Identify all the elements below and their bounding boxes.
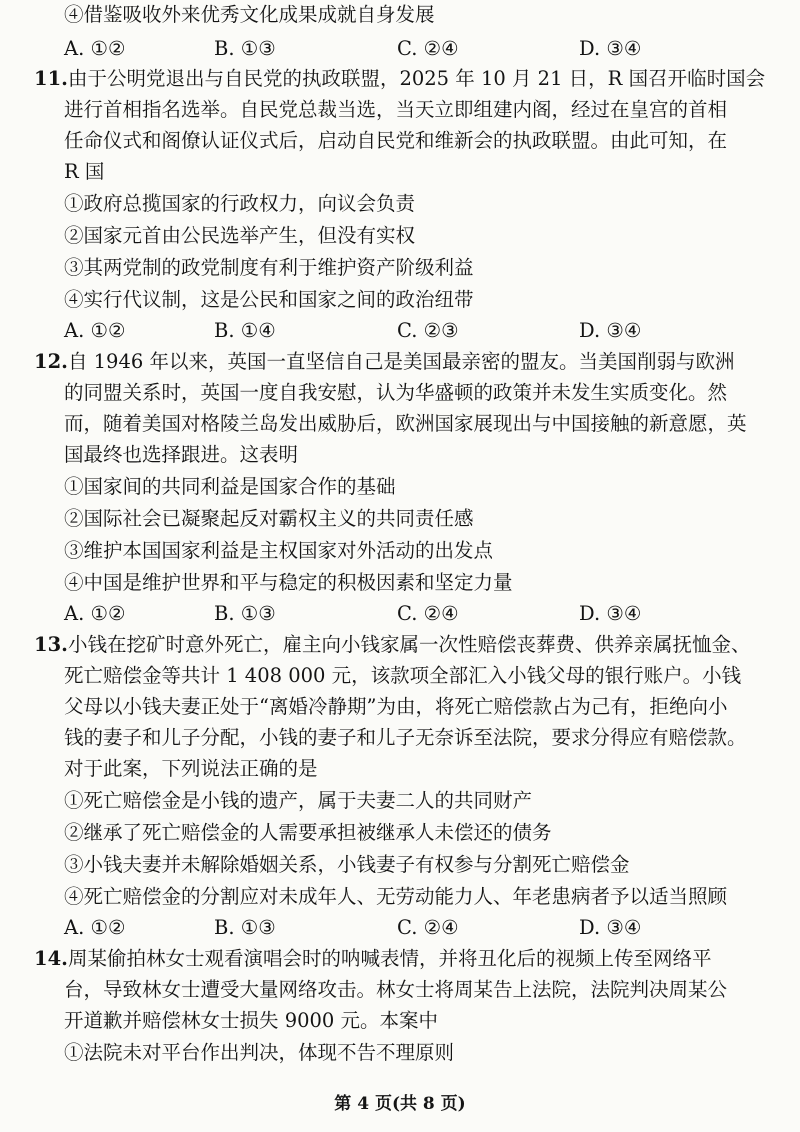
question-13-options bbox=[64, 915, 784, 941]
question-12-line-3: 而，随着美国对格陵兰岛发出威胁后，欧洲国家展现出与中国接触的新意愿，英 bbox=[64, 412, 747, 435]
statement-item: ①死亡赔偿金是小钱的遗产，属于夫妻二人的共同财产 bbox=[64, 789, 533, 812]
statement-item: ②国家元首由公民选举产生，但没有实权 bbox=[64, 224, 416, 247]
question-13-line-2: 死亡赔偿金等共计 1 408 000 元，该款项全部汇入小钱父母的银行账户。小钱 bbox=[64, 664, 742, 687]
question-number: 11. bbox=[34, 67, 68, 90]
question-11-line-4: R 国 bbox=[64, 160, 105, 183]
option-c: C. ②④ bbox=[397, 602, 459, 625]
statement-item: ③其两党制的政党制度有利于维护资产阶级利益 bbox=[64, 256, 474, 279]
question-12-line-2: 的同盟关系时，英国一度自我安慰，认为华盛顿的政策并未发生实质变化。然 bbox=[64, 381, 728, 404]
option-b: B. ①④ bbox=[214, 319, 276, 342]
question-text: 周某偷拍林女士观看演唱会时的呐喊表情，并将丑化后的视频上传至网络平 bbox=[67, 947, 712, 970]
option-d: D. ③④ bbox=[579, 319, 642, 342]
question-12-options bbox=[64, 601, 784, 627]
option-c: C. ②④ bbox=[397, 37, 459, 60]
statement-item: ①法院未对平台作出判决，体现不告不理原则 bbox=[64, 1041, 455, 1064]
question-11-line-3: 任命仪式和阁僚认证仪式后，启动自民党和维新会的执政联盟。由此可知，在 bbox=[64, 129, 728, 152]
option-c: C. ②③ bbox=[397, 319, 459, 342]
question-text: 小钱在挖矿时意外死亡，雇主向小钱家属一次性赔偿丧葬费、供养亲属抚恤金、 bbox=[67, 633, 751, 656]
option-d: D. ③④ bbox=[579, 916, 642, 939]
statement-item: ①政府总揽国家的行政权力，向议会负责 bbox=[64, 192, 416, 215]
option-b: B. ①③ bbox=[214, 602, 276, 625]
prev-question-options bbox=[64, 36, 784, 62]
statement-item: ④中国是维护世界和平与稳定的积极因素和坚定力量 bbox=[64, 571, 513, 594]
question-text: 由于公明党退出与自民党的执政联盟，2025 年 10 月 21 日，R 国召开临时国会 bbox=[67, 67, 766, 90]
page-number-footer: 第 4 页(共 8 页) bbox=[334, 1094, 466, 1114]
statement-item: ③小钱夫妻并未解除婚姻关系，小钱妻子有权参与分割死亡赔偿金 bbox=[64, 853, 630, 876]
statement-item: ④死亡赔偿金的分割应对未成年人、无劳动能力人、年老患病者予以适当照顾 bbox=[64, 885, 728, 908]
question-12-line-1 bbox=[34, 349, 734, 375]
question-14-line-3: 开道歉并赔偿林女士损失 9000 元。本案中 bbox=[64, 1009, 439, 1032]
question-11-line-2: 进行首相指名选举。自民党总裁当选，当天立即组建内阁，经过在皇宫的首相 bbox=[64, 98, 728, 121]
question-14-line-2: 台，导致林女士遭受大量网络攻击。林女士将周某告上法院，法院判决周某公 bbox=[64, 978, 728, 1001]
option-c: C. ②④ bbox=[397, 916, 459, 939]
question-13-line-4: 钱的妻子和儿子分配，小钱的妻子和儿子无奈诉至法院，要求分得应有赔偿款。 bbox=[64, 726, 747, 749]
option-b: B. ①③ bbox=[214, 916, 276, 939]
prev-question-item: ④借鉴吸收外来优秀文化成果成就自身发展 bbox=[64, 3, 435, 26]
question-number: 13. bbox=[34, 633, 68, 656]
question-number: 14. bbox=[34, 947, 68, 970]
option-d: D. ③④ bbox=[579, 602, 642, 625]
question-13-line-5: 对于此案，下列说法正确的是 bbox=[64, 757, 318, 780]
option-a: A. ①② bbox=[64, 319, 126, 342]
question-number: 12. bbox=[34, 350, 68, 373]
question-11-line-1 bbox=[34, 66, 765, 92]
option-d: D. ③④ bbox=[579, 37, 642, 60]
option-b: B. ①③ bbox=[214, 37, 276, 60]
statement-item: ①国家间的共同利益是国家合作的基础 bbox=[64, 475, 396, 498]
question-text: 自 1946 年以来，英国一直坚信自己是美国最亲密的盟友。当美国削弱与欧洲 bbox=[67, 350, 735, 373]
question-14-line-1 bbox=[34, 946, 711, 972]
question-13-line-3: 父母以小钱夫妻正处于“离婚冷静期”为由，将死亡赔偿款占为己有，拒绝向小 bbox=[64, 695, 728, 718]
question-11-options bbox=[64, 318, 784, 344]
statement-item: ②继承了死亡赔偿金的人需要承担被继承人未偿还的债务 bbox=[64, 821, 552, 844]
option-a: A. ①② bbox=[64, 37, 126, 60]
option-a: A. ①② bbox=[64, 916, 126, 939]
statement-item: ②国际社会已凝聚起反对霸权主义的共同责任感 bbox=[64, 507, 474, 530]
statement-item: ③维护本国国家利益是主权国家对外活动的出发点 bbox=[64, 539, 494, 562]
statement-item: ④实行代议制，这是公民和国家之间的政治纽带 bbox=[64, 288, 474, 311]
question-13-line-1 bbox=[34, 632, 750, 658]
question-12-line-4: 国最终也选择跟进。这表明 bbox=[64, 443, 299, 466]
option-a: A. ①② bbox=[64, 602, 126, 625]
